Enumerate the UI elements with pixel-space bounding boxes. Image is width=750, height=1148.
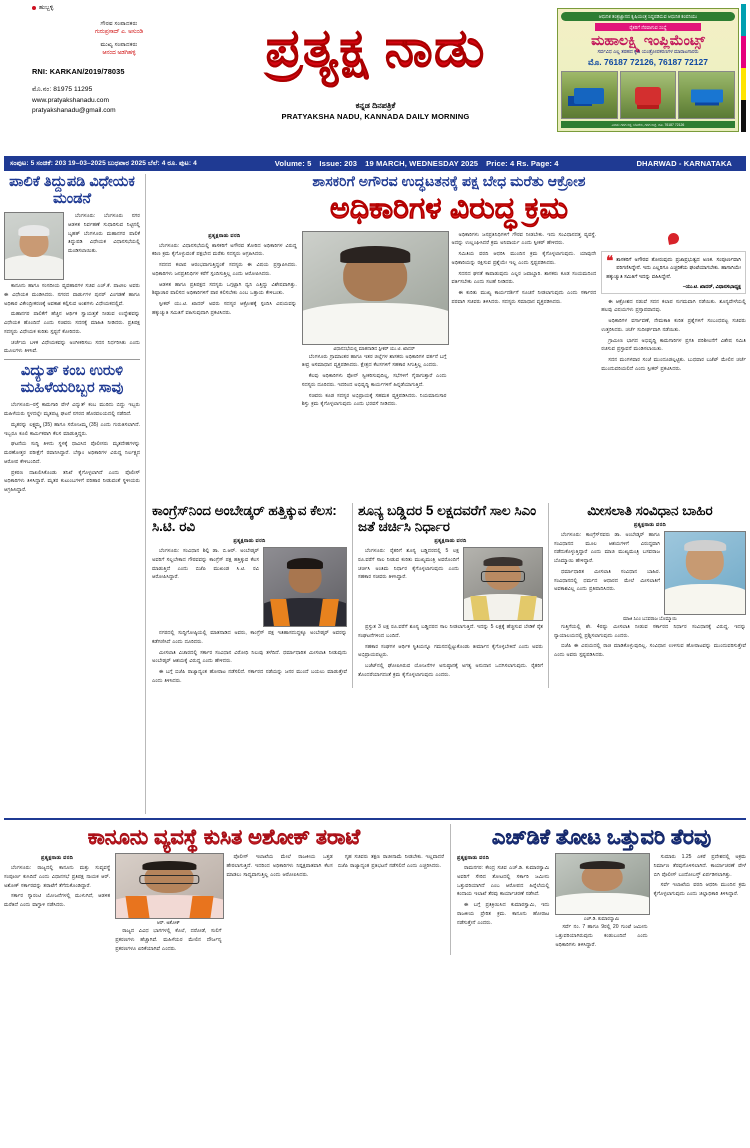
story-reservation-unconstitutional[interactable] <box>548 503 746 688</box>
lead-kicker: ಶಾಸಕರಿಗೆ ಅಗೌರವ ಉದ್ಧಟತನಕ್ಕೆ ಪಕ್ಷ ಬೇಧ ಮರೆತು ಆಕ್ರೋಶ <box>312 174 586 190</box>
masthead <box>4 0 746 154</box>
byline-ct-ravi: ಪ್ರತ್ಯಕ್ಷನಾಡು ವರದಿ <box>233 538 266 544</box>
ad-color-strip <box>741 4 746 132</box>
rni-number: RNI: KARKAN/2019/78035 <box>32 66 125 76</box>
pole-p3: ಪ್ರಕರಣ ದಾಖಲಿಸಿಕೊಂಡು ತನಿಖೆ ಕೈಗೊಳ್ಳಲಾಗಿದೆ ಎಂದು ಪೊಲೀಸ್ ಅಧಿಕಾರಿಗಳು ತಿಳಿಸಿದ್ದಾರೆ. ಮೃತರ ಕುಟುಂಬಗಳಿಗೆ ಪರಿಹಾರ ನೀಡುವಂತೆ ಸ್ಥಳೀಯರು ಆಗ್ರಹಿಸಿದ್ದಾರೆ. <box>4 469 140 494</box>
resv-p2: ಗುತ್ತಿಗೆಯಲ್ಲಿ ಶೇ. 4ರಷ್ಟು ಮೀಸಲಾತಿ ನೀಡುವ ಸರ್ಕಾರದ ನಿರ್ಧಾರ ಸಂವಿಧಾನಕ್ಕೆ ವಿರುದ್ಧ. ಇದನ್ನು ನ್ಯಾಯಾಲಯದಲ್ಲಿ ಪ್ರಶ್ನಿಸಲಾಗುವುದು ಎಂದರು. <box>554 623 746 639</box>
credit-name-0: ಗುರುಪ್ರಸಾದ್ ಎ. ಅಸುಂಡಿ <box>94 28 144 35</box>
ad-footer-address: ವಿಳಾಸ: ಗದಗ ರಸ್ತೆ, ಬೆಟಗೇರಿ, ಗದಗ ಜಿಲ್ಲೆ. ದೂ. 76187 72126 <box>561 121 735 128</box>
volbar-volume: Volume: 5 <box>274 159 312 168</box>
lead-c4-p2: ಗ್ರಾಮೀಣ ಭಾಗದ ಅಭಿವೃದ್ಧಿ ಕಾಮಗಾರಿಗಳ ಪ್ರಗತಿ ಪರಿಶೀಲನೆಗೆ ವಿಶೇಷ ಸಮಿತಿ ರಚಿಸುವ ಪ್ರಸ್ತಾವನೆ ಮಂಡಿಸಲಾಯಿತು. <box>601 337 746 353</box>
lead-photo-caption: ವಿಧಾನಸಭೆಯಲ್ಲಿ ಮಾತನಾಡಿದ ಸ್ಪೀಕರ್ ಯು.ಟಿ. ಖಾದರ್ <box>333 345 415 351</box>
photo-basavaraj-bommai <box>664 531 746 615</box>
story-hdk-encroachment[interactable] <box>450 824 746 955</box>
contact-email[interactable]: pratyakshanadu@gmail.com <box>32 106 116 114</box>
mid-stories-row <box>152 503 746 688</box>
palike-p1: ಕಾನೂನು ಹಾಗೂ ಸಂಸದೀಯ ವ್ಯವಹಾರಗಳ ಸಚಿವ ಎಚ್.ಕೆ. ಪಾಟೀಲ ಅವರು ಈ ವಿಧೇಯಕ ಮಂಡಿಸಿದರು. ನಗರದ ವಾರ್ಡುಗಳ ಪುನರ್ ವಿಂಗಡಣೆ ಹಾಗೂ ಅಧಿಕಾರ ವಿಕೇಂದ್ರೀಕರಣಕ್ಕೆ ಅವಕಾಶ ಕಲ್ಪಿಸುವ ಅಂಶಗಳು ವಿಧೇಯಕದಲ್ಲಿವೆ. <box>4 283 140 307</box>
pullquote-attribution: –ಯು.ಟಿ. ಖಾದರ್, ವಿಧಾನಸಭಾಧ್ಯಕ್ಷ <box>682 283 741 290</box>
quote-decoration <box>601 231 746 249</box>
palike-p3: ಚರ್ಚೆಯ ಬಳಿಕ ವಿಧೇಯಕವನ್ನು ಅಂಗೀಕರಿಸಲು ಸದನ ನಿರ್ಧರಿಸಿತು ಎಂದು ಮೂಲಗಳು ತಿಳಿಸಿವೆ. <box>4 339 140 355</box>
electric-pole-body <box>4 401 140 495</box>
lead-c4-p3: ಸದನ ಮಂಗಳವಾರ ಸಂಜೆ ಮುಂದೂಡಲ್ಪಟ್ಟಿತು. ಬುಧವಾರ ಬಜೆಟ್ ಮೇಲಿನ ಚರ್ಚೆ ಮುಂದುವರಿಯಲಿದೆ ಎಂದು ಸ್ಪೀಕರ್ ಪ್ರಕಟಿಸಿದರು. <box>601 357 746 372</box>
loan-p2: ಸಹಕಾರ ಸಂಘಗಳ ಆರ್ಥಿಕ ಸ್ಥಿತಿಯನ್ನೂ ಗಮನದಲ್ಲಿಟ್ಟುಕೊಂಡು ತೀರ್ಮಾನ ಕೈಗೊಳ್ಳಬೇಕಿದೆ ಎಂದು ಅವರು ಅಭಿಪ್ರಾಯಪಟ್ಟರು. <box>358 643 543 659</box>
ad-subtitle: ಸರ್ವವಿಧ ಎಲ್ಲ ತರಹದ ಕೃಷಿ ಯಂತ್ರೋಪಕರಣಗಳ ಮಾರಾಟಗಾರರು <box>597 50 699 55</box>
law-p3: ಗೃಹ ಸಚಿವರು ತಕ್ಷಣ ರಾಜೀನಾಮೆ ನೀಡಬೇಕು. ಇಲ್ಲವಾದರೆ ಬಿಜೆಪಿ ರಾಜ್ಯಾದ್ಯಂತ ಪ್ರತಿಭಟನೆ ನಡೆಸಲಿದೆ ಎಂದು ಎಚ್ಚರಿಸಿದರು. <box>337 854 444 869</box>
hdk-p2: ಸುಮಾರು 1.25 ಎಕರೆ ಪ್ರದೇಶದಲ್ಲಿ ಅಕ್ರಮ ನಿರ್ಮಾಣ ತೆರವುಗೊಳಿಸಲಾಗಿದೆ. ಕಾರ್ಯಾಚರಣೆ ವೇಳೆ ಬಿಗಿ ಪೊಲೀಸ್ ಬಂದೋಬಸ್ತ್ ಏರ್ಪಡಿಸಲಾಗಿತ್ತು. <box>653 854 746 878</box>
law-order-columns <box>4 853 444 955</box>
lead-c3-p2: ಸದನದ ಘನತೆ ಕಾಪಾಡುವುದು ಎಲ್ಲರ ಜವಾಬ್ದಾರಿ. ಶಾಸಕರು ಕೂಡ ಸಂಯಮದಿಂದ ವರ್ತಿಸಬೇಕು ಎಂದು ಸಲಹೆ ನೀಡಿದರು. <box>451 270 597 286</box>
photo-hk-patil <box>4 212 64 280</box>
ad-photo-rotavator <box>620 71 677 119</box>
story-palike-bill[interactable] <box>4 174 140 356</box>
photo-hd-kumaraswamy <box>555 853 649 915</box>
masthead-edition-bullet <box>32 4 194 13</box>
law-p2: ಪೊಲೀಸ್ ಇಲಾಖೆಯ ಮೇಲೆ ರಾಜಕೀಯ ಒತ್ತಡ ಹೇರಲಾಗುತ್ತಿದೆ. ಇದರಿಂದ ಅಧಿಕಾರಿಗಳು ನಿಷ್ಪಕ್ಷಪಾತವಾಗಿ ಕೆಲಸ ಮಾಡಲು ಸಾಧ್ಯವಾಗುತ್ತಿಲ್ಲ ಎಂದು ಆರೋಪಿಸಿದರು. <box>226 854 333 878</box>
lead-c3-p1: ಸಮಿತಿಯ ವರದಿ ಆಧರಿಸಿ ಮುಂದಿನ ಕ್ರಮ ಕೈಗೊಳ್ಳಲಾಗುವುದು. ಯಾವುದೇ ಅಧಿಕಾರಿಯನ್ನು ರಕ್ಷಿಸುವ ಪ್ರಶ್ನೆಯೇ ಇಲ್ಲ ಎಂದು ಸ್ಪಷ್ಟಪಡಿಸಿದರು. <box>451 251 597 266</box>
volbar-date: 19 MARCH, WEDNESDAY 2025 <box>365 159 479 168</box>
top-section <box>4 174 746 814</box>
pole-p1: ಮೃತರನ್ನು ಲಕ್ಷ್ಮಮ್ಮ (35) ಹಾಗೂ ಸರೋಜಮ್ಮ (35) ಎಂದು ಗುರುತಿಸಲಾಗಿದೆ. ಇಬ್ಬರೂ ಕೂಲಿ ಕಾರ್ಮಿಕರಾಗಿ ಕೆಲಸ ಮಾಡುತ್ತಿದ್ದರು. <box>4 421 140 437</box>
lead-c2-p1: ಕೆಲವು ಅಧಿಕಾರಿಗಳು ಫೋನ್ ಸ್ವೀಕರಿಸುವುದಿಲ್ಲ, ಸಭೆಗಳಿಗೆ ಗೈರಾಗುತ್ತಾರೆ ಎಂದು ಸದಸ್ಯರು ದೂರಿದರು. ಇದರಿಂದ ಅಭಿವೃದ್ಧಿ ಕಾರ್ಯಗಳಿಗೆ ಹಿನ್ನಡೆಯಾಗುತ್ತಿದೆ. <box>301 373 447 388</box>
story-zero-interest-loan[interactable] <box>352 503 548 688</box>
masthead-contact <box>32 85 194 116</box>
ad-product-photos <box>561 71 735 119</box>
bottom-section-rule <box>4 818 746 820</box>
hdk-p1: ಸರ್ವೆ ನಂ. 7 ಹಾಗೂ 9ರಲ್ಲಿ 20 ಗುಂಟೆ ಜಮೀನು ಒತ್ತುವರಿಯಾಗಿರುವುದು ಕಂಡುಬಂದಿದೆ ಎಂದು ಅಧಿಕಾರಿಗಳು ತಿಳಿಸಿದ್ದಾರೆ. <box>555 924 648 948</box>
newspaper-logo: ಪ್ರತ್ಯಕ್ಷ ನಾಡು <box>265 19 486 78</box>
hdk-columns <box>457 853 746 951</box>
trailer-icon <box>691 89 723 102</box>
palike-bill-intro <box>68 212 140 280</box>
lead-c2-p2: ಸಚಿವರು ಕೂಡ ಸದಸ್ಯರ ಅಭಿಪ್ರಾಯಕ್ಕೆ ಸಹಮತ ವ್ಯಕ್ತಪಡಿಸಿದರು. ನಿಯಮಾನುಸಾರ ಶಿಸ್ತು ಕ್ರಮ ಕೈಗೊಳ್ಳಲಾಗುವುದು ಎಂದು ಭರವಸೆ ನೀಡಿದರು. <box>301 392 447 408</box>
masthead-ad-wrap <box>557 4 746 132</box>
ad-phone: ಮೊ. 76187 72126, 76187 72127 <box>588 57 708 67</box>
credit-role-1: ಮುಖ್ಯ ಸಂಪಾದಕರು <box>100 42 138 49</box>
quote-open-icon: ❝ <box>606 252 614 268</box>
caption-hdk: ಎಚ್.ಡಿ. ಕುಮಾರಸ್ವಾಮಿ <box>583 916 620 922</box>
ad-ribbon: ರೈತರಿಗೆ ನೆರವಾಗುವ ಸಂಸ್ಥೆ <box>595 23 701 31</box>
masthead-tagline <box>194 101 557 121</box>
resv-p3: ಬಿಜೆಪಿ ಈ ವಿಷಯದಲ್ಲಿ ರಾಜಿ ಮಾಡಿಕೊಳ್ಳುವುದಿಲ್ಲ. ಸಂವಿಧಾನ ಉಳಿಸುವ ಹೋರಾಟವನ್ನು ಮುಂದುವರಿಸುತ್ತೇವೆ ಎಂದು ಅವರು ಸ್ಪಷ್ಟಪಡಿಸಿದರು. <box>554 643 746 659</box>
lead-c1-p1: ಸದನದ ಕಲಾಪ ಆರಂಭವಾಗುತ್ತಿದ್ದಂತೆ ಸದಸ್ಯರು ಈ ವಿಷಯ ಪ್ರಸ್ತಾಪಿಸಿದರು. ಅಧಿಕಾರಿಗಳು ಜನಪ್ರತಿನಿಧಿಗಳ ಕರೆಗೆ ಸ್ಪಂದಿಸುತ್ತಿಲ್ಲ ಎಂದು ಆರೋಪಿಸಿದರು. <box>152 262 297 277</box>
lead-c4-p0: ಈ ಆಕ್ರೋಶದ ನಡುವೆ ಸದನ ಕಲಾಪ ಸುಗಮವಾಗಿ ನಡೆಯಿತು. ಶೂನ್ಯವೇಳೆಯಲ್ಲಿ ಹಲವು ವಿಷಯಗಳು ಪ್ರಸ್ತಾಪವಾದವು. <box>601 298 746 314</box>
byline-reservation: ಪ್ರತ್ಯಕ್ಷನಾಡು ವರದಿ <box>633 521 667 528</box>
ad-top-banner: ಆಧುನಿಕ ತಂತ್ರಜ್ಞಾನದ ಕೃಷಿಯಂತ್ರ ಸಿದ್ಧಪಡಿಸುವ ಆಧುನಿಕ ಕಂಪನಿಯು <box>561 12 735 21</box>
contact-website[interactable]: www.pratyakshanadu.com <box>32 96 109 104</box>
tagline-english: PRATYAKSHA NADU, KANNADA DAILY MORNING <box>281 112 470 121</box>
masthead-credits <box>44 20 194 58</box>
credit-name-1: ಆನಂದ ಅಡಗಿಹಳ್ಳಿ <box>102 50 136 57</box>
lead-col-1 <box>152 231 297 501</box>
lead-byline: ಪ್ರತ್ಯಕ್ಷನಾಡು ವರದಿ <box>208 232 241 239</box>
lead-col-4 <box>601 231 746 501</box>
loan-p0: ಬೆಂಗಳೂರು: ರೈತರಿಗೆ ಶೂನ್ಯ ಬಡ್ಡಿದರದಲ್ಲಿ 5 ಲಕ್ಷ ರೂ.ವರೆಗೆ ಸಾಲ ನೀಡುವ ಕುರಿತು ಮುಖ್ಯಮಂತ್ರಿ ಅವರೊಂದಿಗೆ ಚರ್ಚಿಸಿ ಅಂತಿಮ ನಿರ್ಧಾರ ಕೈಗೊಳ್ಳಲಾಗುವುದು ಎಂದು ಸಹಕಾರ ಸಚಿವರು ತಿಳಿಸಿದ್ದಾರೆ. <box>358 548 459 581</box>
hdk-p3: ಈ ಬಗ್ಗೆ ಪ್ರತಿಕ್ರಿಯಿಸಿದ ಕುಮಾರಸ್ವಾಮಿ, ಇದು ರಾಜಕೀಯ ಪ್ರೇರಿತ ಕ್ರಮ. ಕಾನೂನು ಹೋರಾಟ ನಡೆಸುತ್ತೇನೆ ಎಂದರು. <box>457 902 550 926</box>
resv-p1: ಧರ್ಮಾಧಾರಿತ ಮೀಸಲಾತಿ ಸಂವಿಧಾನ ಬಾಹಿರ. ಸಂವಿಧಾನದಲ್ಲಿ ಧರ್ಮದ ಆಧಾರದ ಮೇಲೆ ಮೀಸಲಾತಿಗೆ ಅವಕಾಶವಿಲ್ಲ ಎಂದು ಪ್ರತಿಪಾದಿಸಿದರು. <box>554 568 660 593</box>
photo-ct-ravi <box>263 547 347 627</box>
lead-c1-p2: ಆಡಳಿತ ಹಾಗೂ ಪ್ರತಿಪಕ್ಷದ ಸದಸ್ಯರು ಒಗ್ಗಟ್ಟಾಗಿ ಧ್ವನಿ ಎತ್ತಿದ್ದು ವಿಶೇಷವಾಗಿತ್ತು. ಶಿಷ್ಟಾಚಾರ ಪಾಲಿಸದ ಅಧಿಕಾರಿಗಳಿಗೆ ಪಾಠ ಕಲಿಸಬೇಕು ಎಂಬ ಒತ್ತಾಯ ಕೇಳಿಬಂತು. <box>152 281 297 297</box>
ctravi-p1: ನಗರದಲ್ಲಿ ಸುದ್ದಿಗೋಷ್ಠಿಯಲ್ಲಿ ಮಾತನಾಡಿದ ಅವರು, ಕಾಂಗ್ರೆಸ್ ಪಕ್ಷ ಇತಿಹಾಸದುದ್ದಕ್ಕೂ ಅಂಬೇಡ್ಕರ್ ಅವರನ್ನು ಕಡೆಗಣಿಸಿದೆ ಎಂದು ದೂರಿದರು. <box>152 630 347 645</box>
law-p4: ಸರ್ಕಾರ ಗ್ಯಾರಂಟಿ ಯೋಜನೆಗಳಲ್ಲಿ ಮುಳುಗಿದೆ, ಆಡಳಿತ ಮರೆತಿದೆ ಎಂದು ವಾಗ್ದಾಳಿ ನಡೆಸಿದರು. <box>4 893 111 909</box>
lead-c4-p1: ಅಧಿಕಾರಿಗಳ ವರ್ಗಾವಣೆ, ನೇಮಕಾತಿ ಕುರಿತ ಪ್ರಶ್ನೆಗಳಿಗೆ ಸಂಬಂಧಪಟ್ಟ ಸಚಿವರು ಉತ್ತರಿಸಿದರು. ಚರ್ಚೆ ಸುದೀರ್ಘವಾಗಿ ನಡೆಯಿತು. <box>601 318 746 333</box>
lead-c3-p3: ಈ ಕುರಿತು ಮುಖ್ಯ ಕಾರ್ಯದರ್ಶಿಗೆ ಸೂಚನೆ ನೀಡಲಾಗುವುದು ಎಂದು ಸರ್ಕಾರದ ಪರವಾಗಿ ಸಚಿವರು ತಿಳಿಸಿದರು. ಸದಸ್ಯರು ಸಮಾಧಾನ ವ್ಯಕ್ತಪಡಿಸಿದರು. <box>451 290 597 305</box>
lead-c1-p3: ಸ್ಪೀಕರ್ ಯು.ಟಿ. ಖಾದರ್ ಅವರು ಸದಸ್ಯರ ಆಕ್ರೋಶಕ್ಕೆ ಸ್ಪಂದಿಸಿ ವಿಷಯವನ್ನು ಹಕ್ಕುಚ್ಯುತಿ ಸಮಿತಿಗೆ ವಹಿಸುವುದಾಗಿ ಪ್ರಕಟಿಸಿದರು. <box>152 301 297 316</box>
pullquote-text <box>606 252 741 282</box>
palike-bill-body <box>4 282 140 356</box>
palike-p2: ಮಹಾನಗರ ಪಾಲಿಕೆಗೆ ಹೆಚ್ಚಿನ ಆರ್ಥಿಕ ಸ್ವಾಯತ್ತತೆ ನೀಡುವ ಉದ್ದೇಶವನ್ನು ವಿಧೇಯಕ ಹೊಂದಿದೆ ಎಂದು ಸಚಿವರು ಸದನಕ್ಕೆ ಮಾಹಿತಿ ನೀಡಿದರು. ಪ್ರತಿಪಕ್ಷ ಸದಸ್ಯರು ವಿಧೇಯಕ ಕುರಿತು ಸ್ಪಷ್ಟನೆ ಕೋರಿದರು. <box>4 311 140 335</box>
lead-c3-p0: ಅಧಿಕಾರಿಗಳು ಜನಪ್ರತಿನಿಧಿಗಳಿಗೆ ಗೌರವ ನೀಡಬೇಕು. ಇದು ಸಂವಿಧಾನದತ್ತ ವ್ಯವಸ್ಥೆ. ಅದನ್ನು ಉಲ್ಲಂಘಿಸಿದರೆ ಕ್ರಮ ಅನಿವಾರ್ಯ ಎಂದು ಸ್ಪೀಕರ್ ಹೇಳಿದರು. <box>451 231 597 247</box>
pullquote-box <box>601 251 746 294</box>
pole-p0: ಬೆಂಗಳೂರು–ರಸ್ತೆ ಕಾಮಗಾರಿ ವೇಳೆ ವಿದ್ಯುತ್ ಕಂಬ ಮುರಿದು ಬಿದ್ದು ಇಬ್ಬರು ಮಹಿಳೆಯರು ಸ್ಥಳದಲ್ಲೇ ಮೃತಪಟ್ಟ ಘಟನೆ ನಗರದ ಹೊರವಲಯದಲ್ಲಿ ನಡೆದಿದೆ. <box>4 402 140 418</box>
headline-palike-bill: ಪಾಲಿಕೆ ತಿದ್ದುಪಡಿ ವಿಧೇಯಕ ಮಂಡನೆ <box>9 174 135 208</box>
lead-c2-p0: ಬೆಂಗಳೂರು ಗ್ರಾಮಾಂತರ ಹಾಗೂ ಇತರ ಜಿಲ್ಲೆಗಳ ಶಾಸಕರು ಅಧಿಕಾರಿಗಳ ವರ್ತನೆ ಬಗ್ಗೆ ತೀವ್ರ ಅಸಮಾಧಾನ ವ್ಯಕ್ತಪಡಿಸಿದರು. ಕ್ಷೇತ್ರದ ಕೆಲಸಗಳಿಗೆ ಸಹಕಾರ ಸಿಗುತ್ತಿಲ್ಲ ಎಂದರು. <box>301 353 447 369</box>
bottom-section <box>4 824 746 955</box>
pole-p2: ಘಟನೆಯ ಸುದ್ದಿ ತಿಳಿದು ಸ್ಥಳಕ್ಕೆ ಧಾವಿಸಿದ ಪೊಲೀಸರು ಮೃತದೇಹಗಳನ್ನು ಮರಣೋತ್ತರ ಪರೀಕ್ಷೆಗೆ ರವಾನಿಸಿದ್ದಾರೆ. ಬೆಸ್ಕಾಂ ಅಧಿಕಾರಿಗಳ ವಿರುದ್ಧ ನಿರ್ಲಕ್ಷ್ಯದ ಆರೋಪ ಕೇಳಿಬಂದಿದೆ. <box>4 441 140 465</box>
headline-ct-ravi: ಕಾಂಗ್ರೆಸ್‌ನಿಂದ ಅಂಬೇಡ್ಕರ್ ಹತ್ತಿಕ್ಕುವ ಕೆಲಸ: ಸಿ.ಟಿ. ರವಿ <box>152 502 337 534</box>
headline-reservation: ಮೀಸಲಾತಿ ಸಂವಿಧಾನ ಬಾಹಿರ <box>587 502 713 518</box>
ad-title: ಮಹಾಲಕ್ಷ್ಮಿ ಇಂಪ್ಲಿಮೆಂಟ್ಸ್ <box>591 32 705 48</box>
ctravi-p3: ಈ ಬಗ್ಗೆ ಬಿಜೆಪಿ ರಾಜ್ಯಾದ್ಯಂತ ಹೋರಾಟ ನಡೆಸಲಿದೆ. ಸರ್ಕಾರದ ನಡೆಯನ್ನು ಜನರ ಮುಂದೆ ಬಯಲು ಮಾಡುತ್ತೇವೆ ಎಂದು ತಿಳಿಸಿದರು. <box>152 669 347 684</box>
headline-zero-interest-loan: ಶೂನ್ಯ ಬಡ್ಡಿದರ 5 ಲಕ್ಷದವರೆಗೆ ಸಾಲ ಸಿಎಂ ಜತೆ ಚರ್ಚಿಸಿ ನಿರ್ಧಾರ <box>358 502 537 534</box>
story-electric-pole-deaths[interactable] <box>4 363 140 495</box>
ctravi-p2: ಮೀಸಲಾತಿ ವಿಚಾರದಲ್ಲಿ ಸರ್ಕಾರ ಸಂವಿಧಾನ ವಿರೋಧಿ ನಿಲುವು ತಳೆದಿದೆ. ಧರ್ಮಾಧಾರಿತ ಮೀಸಲಾತಿ ನೀಡುವುದು ಅಂಬೇಡ್ಕರ್ ಆಶಯಕ್ಕೆ ವಿರುದ್ಧ ಎಂದು ಹೇಳಿದರು. <box>152 649 347 665</box>
credit-role-0: ಗೌರವ ಸಂಪಾದಕರು <box>100 20 138 27</box>
headline-electric-pole: ವಿದ್ಯುತ್ ಕಂಬ ಉರುಳಿ ಮಹಿಳೆಯರಿಬ್ಬರ ಸಾವು <box>20 363 124 397</box>
advertisement-mahalakshmi-implements[interactable] <box>557 8 739 132</box>
byline-law-order: ಪ್ರತ್ಯಕ್ಷನಾಡು ವರದಿ <box>41 855 74 862</box>
lead-headline: ಅಧಿಕಾರಿಗಳ ವಿರುದ್ಧ ಕ್ರಮ <box>329 192 569 226</box>
volbar-price: Price: 4 Rs. Page: 4 <box>486 159 559 168</box>
byline-hdk: ಪ್ರತ್ಯಕ್ಷನಾಡು ವರದಿ <box>457 855 490 862</box>
resv-p0: ಬೆಂಗಳೂರು: ಕಾಂಗ್ರೆಸ್‌ನವರು ಡಾ. ಅಂಬೇಡ್ಕರ್ ಹಾಗೂ ಸಂವಿಧಾನದ ಮೂಲ ಆಶಯಗಳಿಗೆ ವಿರುದ್ಧವಾಗಿ ನಡೆದುಕೊಳ್ಳುತ್ತಿದ್ದಾರೆ ಎಂದು ಮಾಜಿ ಮುಖ್ಯಮಂತ್ರಿ ಬಸವರಾಜ ಬೊಮ್ಮಾಯಿ ಹೇಳಿದ್ದಾರೆ. <box>554 531 660 565</box>
caption-bommai: ಮಾಜಿ ಸಿಎಂ ಬಸವರಾಜ ಬೊಮ್ಮಾಯಿ <box>623 615 677 621</box>
bullet-dot-icon <box>32 6 36 10</box>
story-law-order[interactable] <box>4 824 450 955</box>
left-divider <box>4 359 140 360</box>
caption-ashoka: ಆರ್. ಅಶೋಕ್ <box>156 920 180 926</box>
loan-p1: ಪ್ರಸ್ತುತ 3 ಲಕ್ಷ ರೂ.ವರೆಗೆ ಶೂನ್ಯ ಬಡ್ಡಿದರದ ಸಾಲ ನೀಡಲಾಗುತ್ತಿದೆ. ಇದನ್ನು 5 ಲಕ್ಷಕ್ಕೆ ಹೆಚ್ಚಿಸುವ ಬೇಡಿಕೆ ರೈತ ಸಂಘಟನೆಗಳಿಂದ ಬಂದಿದೆ. <box>358 624 543 639</box>
byline-zero-interest-loan: ಪ್ರತ್ಯಕ್ಷನಾಡು ವರದಿ <box>434 538 467 544</box>
headline-hdk-encroachment: ಎಚ್‌ಡಿಕೆ ತೋಟ ಒತ್ತುವರಿ ತೆರವು <box>491 826 712 849</box>
masthead-left-info <box>4 4 194 116</box>
lead-col-2 <box>302 231 447 501</box>
tagline-kannada: ಕನ್ನಡ ದಿನಪತ್ರಿಕೆ <box>355 101 396 110</box>
palike-p0: ಬೆಂಗಳೂರು: ಬೆಂಗಳೂರು ನಗರ ಆಡಳಿತ ನಿರ್ವಹಣೆ ಸುಧಾರಿಸುವ ನಿಟ್ಟಿನಲ್ಲಿ ಬೃಹತ್ ಬೆಂಗಳೂರು ಮಹಾನಗರ ಪಾಲಿಕೆ ತಿದ್ದುಪಡಿ ವಿಧೇಯಕ ವಿಧಾನಸಭೆಯಲ್ಲಿ ಮಂಡಿಸಲಾಯಿತು. <box>68 213 140 255</box>
ad-photo-trailer <box>678 71 735 119</box>
story-ct-ravi[interactable] <box>152 503 352 688</box>
rotavator-icon <box>635 87 661 105</box>
main-column <box>146 174 746 814</box>
lead-story-columns <box>152 231 746 501</box>
volbar-kannada-meta: ಸಂಪುಟ: 5 ಸಂಚಿಕೆ: 203 19–03–2025 ಬುಧವಾರ 2025 ಬೆಲೆ: 4 ರೂ. ಪುಟ: 4 <box>10 159 197 167</box>
ctravi-p0: ಬೆಂಗಳೂರು: ಸಂವಿಧಾನ ಶಿಲ್ಪಿ ಡಾ. ಬಿ.ಆರ್. ಅಂಬೇಡ್ಕರ್ ಅವರಿಗೆ ಸಲ್ಲಬೇಕಾದ ಗೌರವವನ್ನು ಕಾಂಗ್ರೆಸ್ ಪಕ್ಷ ಹತ್ತಿಕ್ಕುವ ಕೆಲಸ ಮಾಡುತ್ತಿದೆ ಎಂದು ಬಿಜೆಪಿ ಮುಖಂಡ ಸಿ.ಟಿ. ರವಿ ಆರೋಪಿಸಿದ್ದಾರೆ. <box>152 548 259 581</box>
lead-col-3 <box>452 231 597 501</box>
photo-kn-rajanna <box>463 547 543 621</box>
volbar-issue: Issue: 203 <box>319 159 358 168</box>
masthead-center <box>194 4 557 121</box>
photo-ut-khader <box>302 231 449 345</box>
hdk-p4: ಸರ್ವೆ ಇಲಾಖೆಯ ವರದಿ ಆಧರಿಸಿ ಮುಂದಿನ ಕ್ರಮ ಕೈಗೊಳ್ಳಲಾಗುವುದು ಎಂದು ಜಿಲ್ಲಾಧಿಕಾರಿ ತಿಳಿಸಿದ್ದಾರೆ. <box>653 882 746 898</box>
plough-icon <box>574 88 604 104</box>
law-p0: ಬೆಂಗಳೂರು: ರಾಜ್ಯದಲ್ಲಿ ಕಾನೂನು ಮತ್ತು ಸುವ್ಯವಸ್ಥೆ ಸಂಪೂರ್ಣ ಕುಸಿದಿದೆ ಎಂದು ವಿಧಾನಸಭೆ ಪ್ರತಿಪಕ್ಷ ನಾಯಕ ಆರ್. ಅಶೋಕ್ ಸರ್ಕಾರವನ್ನು ತರಾಟೆಗೆ ತೆಗೆದುಕೊಂಡಿದ್ದಾರೆ. <box>4 865 111 889</box>
pullquote-body: ಶಾಸಕರಿಗೆ ಅಗೌರವ ತೋರುವುದು ಪ್ರಜಾಪ್ರಭುತ್ವದ ಅಣಕ. ಸಂಪೂರ್ಣವಾಗಿ ಪರಿಗಣಿಸಿದ್ದೇನೆ. ಇದು ಎಲ್ಲರಿಗೂ ಎಚ್ಚರಿಕೆಯ ಘಂಟೆಯಾಗಬೇಕು. ಹಾಗಾಗಿಯೇ ಹಕ್ಕುಚ್ಯುತಿ ಸಮಿತಿಗೆ ಇದನ್ನು ವಹಿಸಿದ್ದೇನೆ. <box>606 256 741 280</box>
volume-info-bar <box>4 156 746 171</box>
photo-r-ashoka <box>115 853 223 919</box>
quote-mark-icon <box>667 232 680 245</box>
lead-c1-p0: ಬೆಂಗಳೂರು: ವಿಧಾನಸಭೆಯಲ್ಲಿ ಶಾಸಕರಿಗೆ ಅಗೌರವ ತೋರಿದ ಅಧಿಕಾರಿಗಳ ವಿರುದ್ಧ ಕಠಿಣ ಕ್ರಮ ಕೈಗೊಳ್ಳುವಂತೆ ಪಕ್ಷಭೇದ ಮರೆತು ಸದಸ್ಯರು ಆಗ್ರಹಿಸಿದರು. <box>152 242 297 258</box>
hdk-p0: ರಾಮನಗರ: ಕೇಂದ್ರ ಸಚಿವ ಎಚ್.ಡಿ. ಕುಮಾರಸ್ವಾಮಿ ಅವರಿಗೆ ಸೇರಿದ ತೋಟದಲ್ಲಿ ಸರ್ಕಾರಿ ಜಮೀನು ಒತ್ತುವರಿಯಾಗಿದೆ ಎಂಬ ಆರೋಪದ ಹಿನ್ನೆಲೆಯಲ್ಲಿ ಕಂದಾಯ ಇಲಾಖೆ ತೆರವು ಕಾರ್ಯಾಚರಣೆ ನಡೆಸಿದೆ. <box>457 865 550 898</box>
volbar-edition: DHARWAD - KARNATAKA <box>636 159 732 168</box>
headline-law-order: ಕಾನೂನು ವ್ಯವಸ್ಥೆ ಕುಸಿತ ಅಶೋಕ್ ತರಾಟೆ <box>87 826 361 849</box>
masthead-edition-label: ಹುಬ್ಬಳ್ಳಿ <box>39 5 54 11</box>
contact-phone: ಮೊ.ನಂ: 81975 11295 <box>32 86 93 94</box>
left-sidebar-column <box>4 174 146 814</box>
law-p1: ರಾಜ್ಯದ ವಿವಿಧ ಭಾಗಗಳಲ್ಲಿ ಕೊಲೆ, ದರೋಡೆ, ಸುಲಿಗೆ ಪ್ರಕರಣಗಳು ಹೆಚ್ಚಾಗಿವೆ. ಮಹಿಳೆಯರ ಮೇಲಿನ ದೌರ್ಜನ್ಯ ಪ್ರಕರಣಗಳೂ ಏರಿಕೆಯಾಗಿವೆ ಎಂದರು. <box>115 928 222 952</box>
loan-p3: ಬಜೆಟ್‌ನಲ್ಲಿ ಘೋಷಿಸಿರುವ ಯೋಜನೆಗಳ ಅನುಷ್ಠಾನಕ್ಕೆ ಅಗತ್ಯ ಅನುದಾನ ಒದಗಿಸಲಾಗುವುದು. ರೈತರಿಗೆ ತೊಂದರೆಯಾಗದಂತೆ ಕ್ರಮ ಕೈಗೊಳ್ಳಲಾಗುವುದು ಎಂದರು. <box>358 663 543 678</box>
ad-photo-plough <box>561 71 618 119</box>
